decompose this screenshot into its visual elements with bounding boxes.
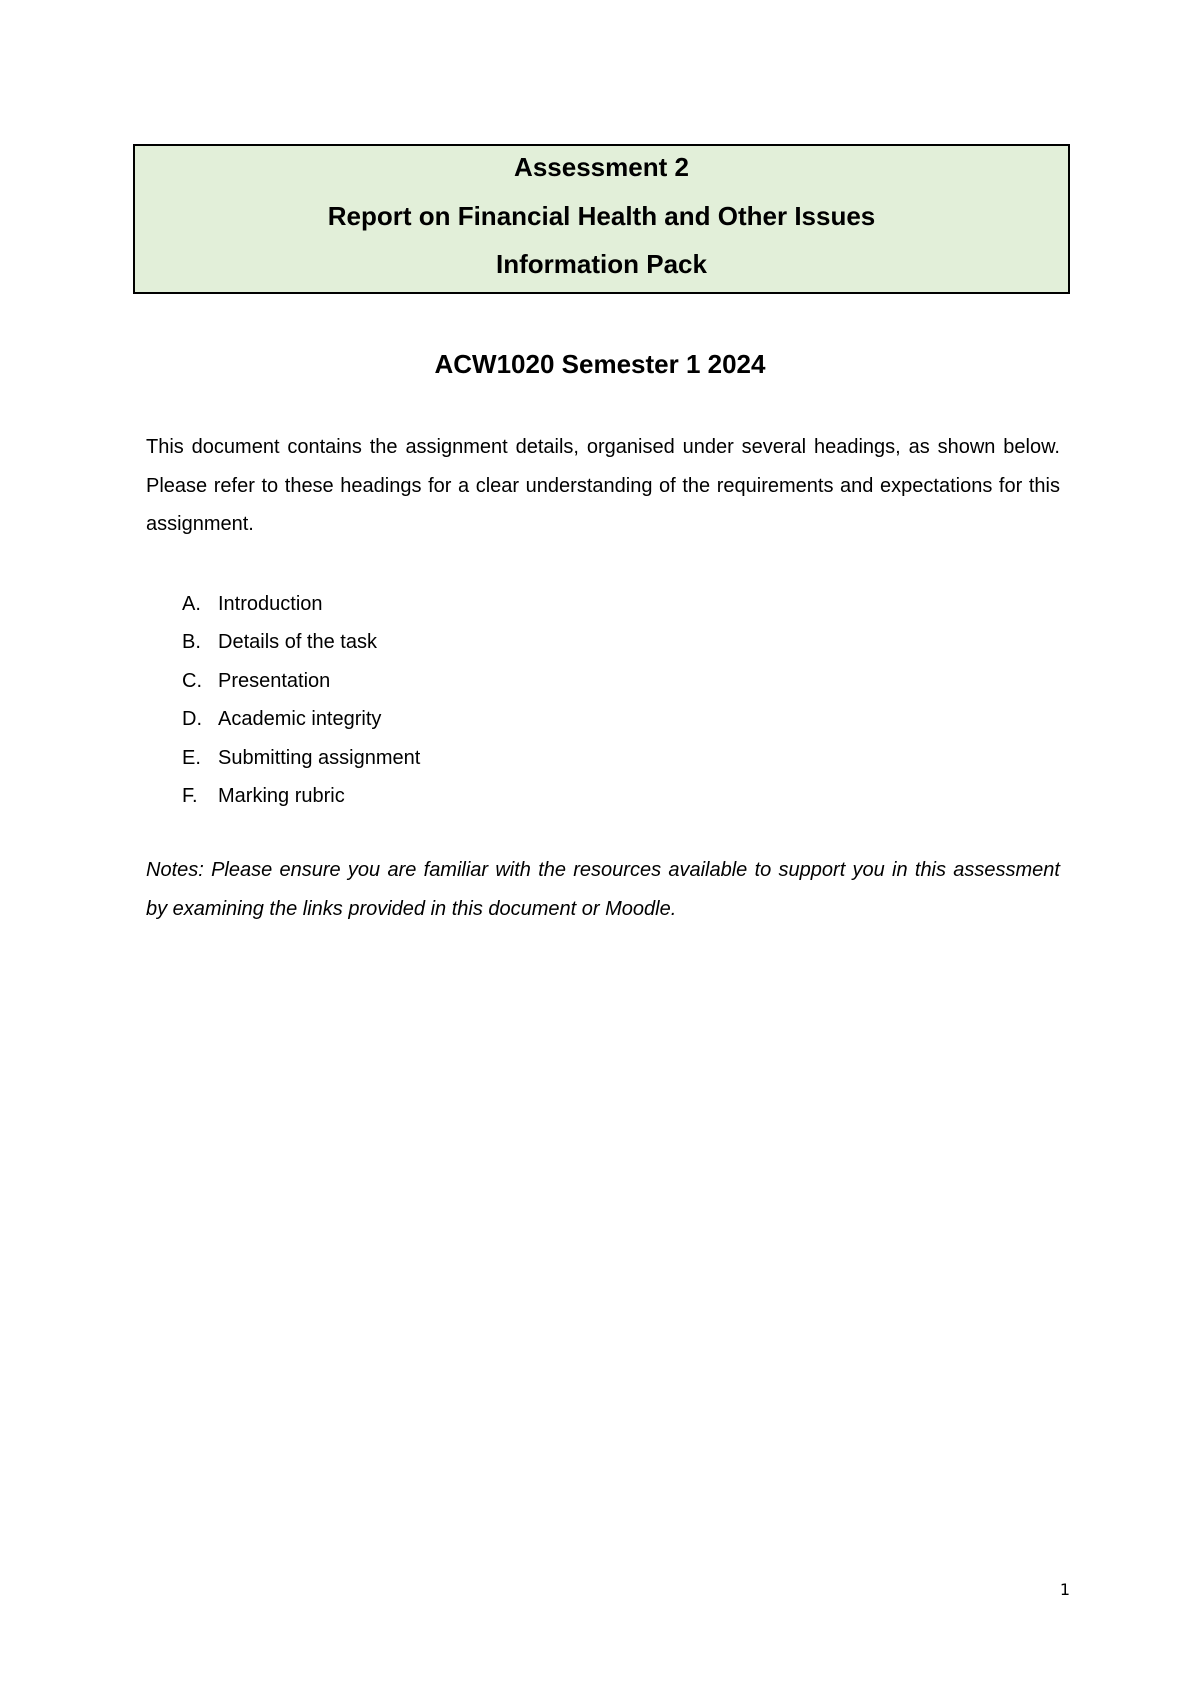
list-item	[146, 700, 420, 738]
list-item-text: Presentation	[218, 669, 331, 692]
list-item	[146, 585, 420, 623]
list-item-text: Academic integrity	[218, 708, 382, 731]
information-pack-title: Information Pack	[496, 249, 707, 279]
page-number: 1	[1059, 1580, 1070, 1599]
course-heading: ACW1020 Semester 1 2024	[434, 349, 766, 379]
list-item-letter: B.	[182, 631, 201, 654]
list-item-text: Introduction	[218, 593, 323, 615]
assessment-title: Assessment 2	[514, 152, 689, 182]
headings-list	[146, 585, 420, 815]
title-box	[133, 144, 1070, 294]
list-item	[146, 662, 420, 700]
list-item-text: Marking rubric	[218, 784, 345, 807]
list-item-letter: A.	[182, 593, 201, 615]
list-item-letter: F.	[182, 784, 198, 807]
list-item-letter: E.	[182, 746, 201, 769]
list-item-letter: C.	[182, 669, 202, 692]
list-item-text: Details of the task	[218, 631, 377, 654]
intro-paragraph: This document contains the assignment details, organised under several headings, as shown below. Please refer to these headings for a clear understanding of the requirements and expectations for this assignment.	[146, 436, 1060, 535]
list-item-text: Submitting assignment	[218, 746, 421, 769]
list-item	[146, 777, 420, 815]
list-item	[146, 739, 420, 777]
report-title: Report on Financial Health and Other Issues	[327, 201, 876, 231]
notes-paragraph: Notes: Please ensure you are familiar with the resources available to support you in this assessment by examining the links provided in this document or Moodle.	[146, 859, 1060, 920]
list-item-letter: D.	[182, 708, 202, 731]
list-item	[146, 623, 420, 661]
